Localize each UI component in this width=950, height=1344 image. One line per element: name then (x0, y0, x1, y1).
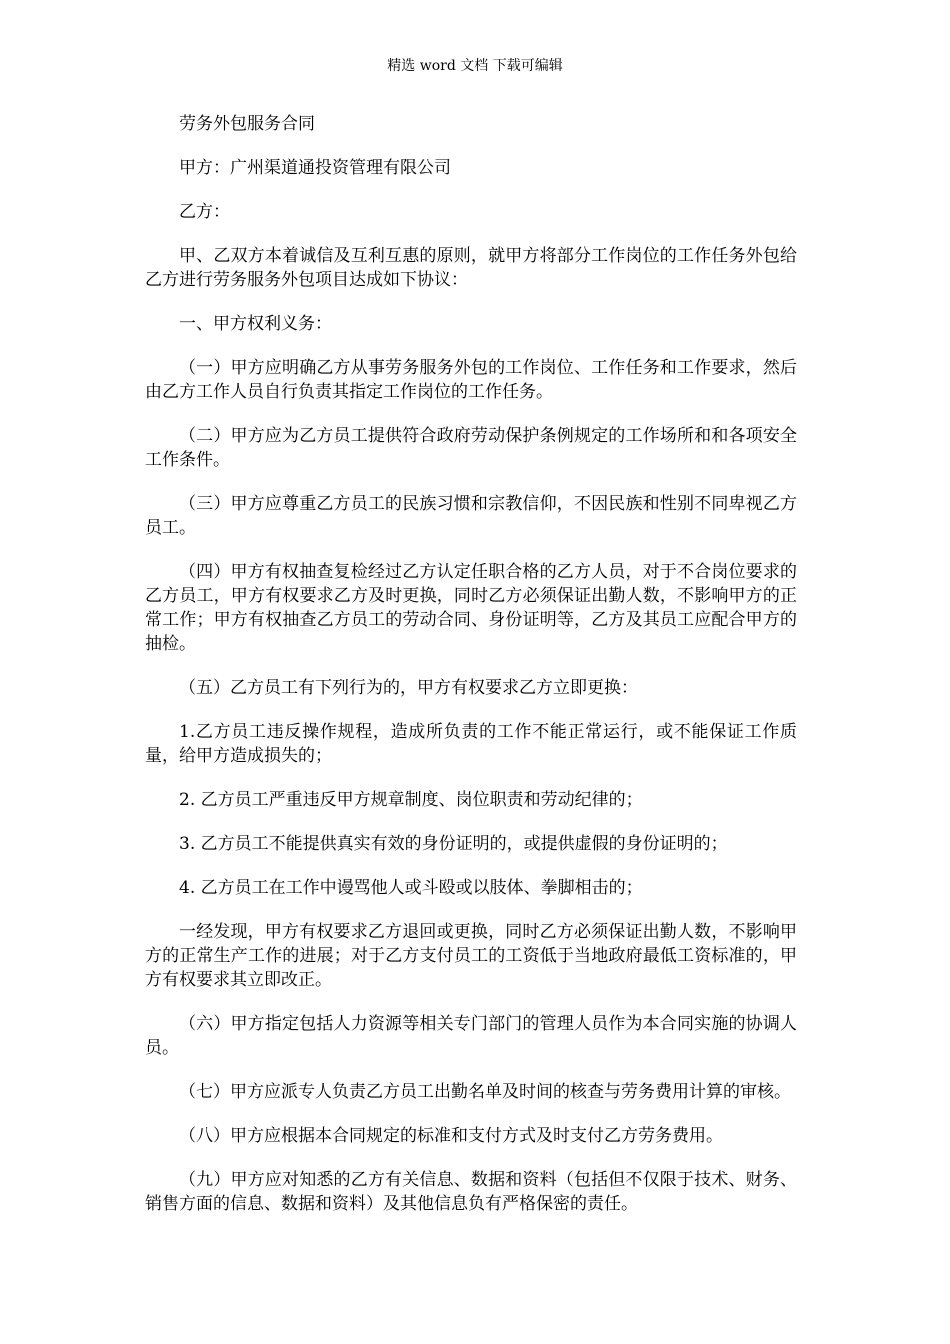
page-header: 精选 word 文档 下载可编辑 (387, 58, 563, 74)
clause-paragraph: （五）乙方员工有下列行为的，甲方有权要求乙方立即更换： (179, 678, 638, 698)
clause-paragraph: （二）甲方应为乙方员工提供符合政府劳动保护条例规定的工作场所和和各项安全工作条件。 (145, 426, 797, 470)
clause-paragraph: （三）甲方应尊重乙方员工的民族习惯和宗教信仰，不因民族和性别不同卑视乙方员工。 (145, 494, 797, 538)
section-heading: 一、甲方权利义务： (179, 314, 332, 334)
party-b: 乙方： (179, 202, 230, 222)
clause-paragraph: （四）甲方有权抽查复检经过乙方认定任职合格的乙方人员，对于不合岗位要求的乙方员工，甲方有权要求乙方及时更换，同时乙方必须保证出勤人数，不影响甲方的正常工作；甲方有权抽查乙方员工的劳动合同、身份证明等，乙方及其员工应配合甲方的抽检。 (145, 562, 797, 654)
list-item: 3. 乙方员工不能提供真实有效的身份证明的，或提供虚假的身份证明的； (179, 834, 728, 854)
preamble-paragraph: 甲、乙双方本着诚信及互利互惠的原则，就甲方将部分工作岗位的工作任务外包给乙方进行劳务服务外包项目达成如下协议： (145, 246, 797, 290)
clause-paragraph: （七）甲方应派专人负责乙方员工出勤名单及时间的核查与劳务费用计算的审核。 (179, 1082, 791, 1102)
clause-paragraph: 一经发现，甲方有权要求乙方退回或更换，同时乙方必须保证出勤人数，不影响甲方的正常生产工作的进展；对于乙方支付员工的工资低于当地政府最低工资标准的，甲方有权要求其立即改正。 (145, 922, 797, 990)
document-body (145, 112, 797, 1236)
list-item: 1.乙方员工违反操作规程，造成所负责的工作不能正常运行，或不能保证工作质量，给甲方造成损失的； (145, 722, 797, 766)
clause-paragraph: （一）甲方应明确乙方从事劳务服务外包的工作岗位、工作任务和工作要求，然后由乙方工作人员自行负责其指定工作岗位的工作任务。 (145, 358, 797, 402)
clause-paragraph: （六）甲方指定包括人力资源等相关专门部门的管理人员作为本合同实施的协调人员。 (145, 1014, 797, 1058)
clause-paragraph: （九）甲方应对知悉的乙方有关信息、数据和资料（包括但不仅限于技术、财务、销售方面的信息、数据和资料）及其他信息负有严格保密的责任。 (145, 1170, 797, 1214)
contract-title: 劳务外包服务合同 (179, 114, 315, 134)
list-item: 4. 乙方员工在工作中谩骂他人或斗殴或以肢体、拳脚相击的； (179, 878, 643, 898)
clause-paragraph: （八）甲方应根据本合同规定的标准和支付方式及时支付乙方劳务费用。 (179, 1126, 723, 1146)
list-item: 2. 乙方员工严重违反甲方规章制度、岗位职责和劳动纪律的； (179, 790, 643, 810)
party-a: 甲方：广州渠道通投资管理有限公司 (179, 158, 451, 178)
